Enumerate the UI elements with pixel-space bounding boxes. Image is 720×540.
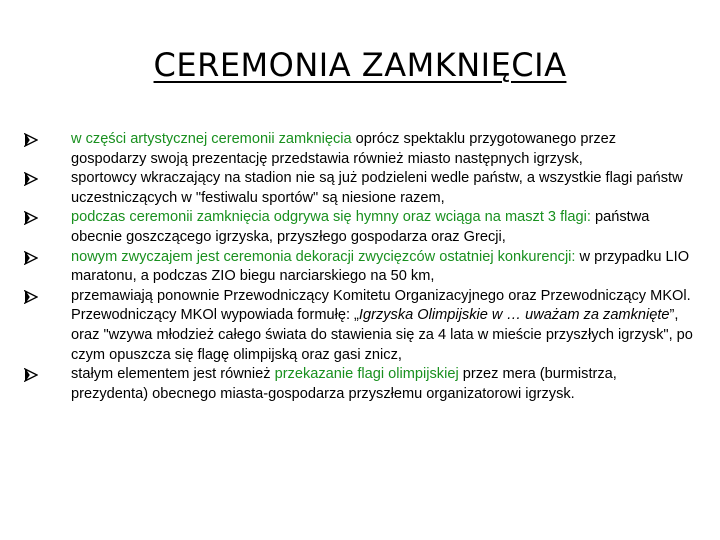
- bullet-text: ”, oraz "wzywa młodzież całego świata do stawienia się za 4 lata w mieście przyszłych igrzysk", po czym opuszcza się flagę olimpijską oraz gasi znicz,: [71, 307, 693, 363]
- bullet-item: [24, 365, 694, 404]
- bullet-list: [24, 130, 694, 404]
- arrowhead-bullet-icon: [24, 211, 38, 225]
- bullet-highlight: nowym zwyczajem jest ceremonia dekoracji zwycięzców ostatniej konkurencji:: [71, 248, 576, 265]
- bullet-item: [24, 248, 694, 287]
- bullet-text: oprócz spektaklu przygotowanego przez gospodarzy swoją prezentację przedstawia również miasto następnych igrzysk,: [71, 131, 617, 167]
- bullet-italic-quote: Igrzyska Olimpijskie w … uważam za zamknięte: [358, 307, 670, 324]
- bullet-item: [24, 287, 694, 365]
- slide-title: CEREMONIA ZAMKNIĘCIA: [153, 46, 567, 84]
- bullet-text: sportowcy wkraczający na stadion nie są już podzieleni wedle państw, a wszystkie flagi państw uczestniczących w "festiwalu sportów" są niesione razem,: [71, 170, 683, 206]
- bullet-highlight: w części artystycznej ceremonii zamknięcia: [71, 131, 352, 147]
- arrowhead-bullet-icon: [24, 172, 38, 186]
- bullet-highlight: podczas ceremonii zamknięcia odgrywa się hymny oraz wciąga na maszt 3 flagi:: [71, 209, 591, 226]
- bullet-text: państwa obecnie goszczącego igrzyska, przyszłego gospodarza oraz Grecji,: [71, 209, 650, 245]
- bullet-highlight: przekazanie flagi olimpijskiej: [274, 366, 459, 383]
- arrowhead-bullet-icon: [24, 251, 38, 265]
- bullet-text: stałym elementem jest również: [71, 366, 275, 383]
- bullet-item: [24, 169, 694, 208]
- bullet-text: przemawiają ponownie Przewodniczący Komitetu Organizacyjnego oraz Przewodniczący MKOl. Przewodniczący MKOl wypowiada formułę: „: [71, 287, 691, 324]
- bullet-item: [24, 208, 694, 247]
- arrowhead-bullet-icon: [24, 368, 38, 382]
- arrowhead-bullet-icon: [24, 290, 38, 304]
- bullet-text: w przypadku LIO maratonu, a podczas ZIO biegu narciarskiego na 50 km,: [71, 248, 690, 285]
- arrowhead-bullet-icon: [24, 133, 38, 147]
- bullet-text: przez mera (burmistrza, prezydenta) obecnego miasta-gospodarza przyszłemu organizatorowi igrzysk.: [71, 366, 617, 402]
- bullet-item: [24, 130, 694, 169]
